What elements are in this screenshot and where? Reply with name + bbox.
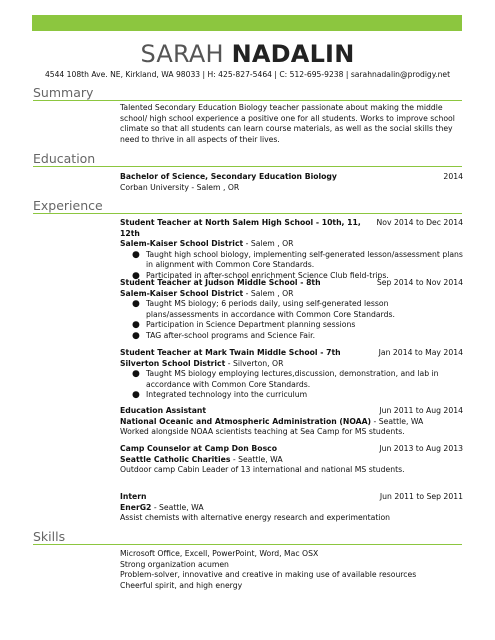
first-name: SARAH — [140, 40, 224, 68]
job-org-line — [120, 455, 463, 466]
job-bullets — [120, 250, 463, 282]
major: , Secondary Education Biology — [205, 172, 337, 181]
job-entry — [120, 444, 463, 476]
skill-item: Strong organization acumen — [120, 559, 229, 569]
job-org-line — [120, 239, 463, 250]
job-title: Student Teacher at North Salem High School - 10th, 11, 12th — [120, 218, 361, 238]
header-accent-bar — [32, 15, 462, 31]
graduation-year: 2014 — [443, 172, 463, 181]
list-item: ● Integrated technology into the curriculum — [132, 390, 308, 401]
bullet-icon: ● — [132, 270, 140, 281]
job-org: Silverton School District — [120, 358, 226, 368]
job-location: - Salem , OR — [243, 288, 294, 298]
job-dates: Jun 2013 to Aug 2013 — [379, 444, 463, 453]
job-description: Outdoor camp Cabin Leader of 13 international and national MS students. — [120, 465, 405, 475]
skills-list — [120, 549, 463, 591]
job-org: Salem-Kaiser School District — [120, 239, 244, 249]
summary-text: Talented Secondary Education Biology teacher passionate about making the middle school/ high school experience a positive one for all students. Works to improve school climate so that all students can learn course materials, as well as the social skills they need to thrive in all aspects of their lives. — [120, 103, 455, 144]
job-bullets — [120, 369, 463, 401]
list-item: ● TAG after-school programs and Science Fair. — [132, 330, 316, 341]
job-entry — [120, 218, 463, 282]
bullet-icon: ● — [132, 330, 140, 341]
job-org: EnerG2 — [120, 502, 152, 512]
skill-item: Problem-solver, innovative and creative in making use of available resources — [120, 570, 417, 580]
job-org-line — [120, 359, 463, 370]
job-dates: Jun 2011 to Aug 2014 — [379, 406, 463, 415]
list-item: ● Taught MS biology employing lectures,discussion, demonstration, and lab in accordance with Common Core Standards. — [132, 369, 439, 389]
job-location: - Salem , OR — [243, 239, 294, 249]
job-dates: Jan 2014 to May 2014 — [378, 348, 463, 357]
job-title: Student Teacher at Judson Middle School - 8th — [120, 278, 321, 287]
bullet-icon: ● — [132, 299, 140, 310]
degree-line — [120, 172, 337, 183]
skill-item: Microsoft Office, Excell, PowerPoint, Word, Mac OSX — [120, 549, 319, 558]
section-divider — [33, 544, 462, 545]
job-org-line — [120, 417, 463, 428]
job-entry — [120, 406, 463, 438]
job-location: - Silverton, OR — [225, 358, 284, 368]
list-item: ● Participated in after-school enrichment Science Club field-trips. — [132, 270, 389, 281]
bullet-icon: ● — [132, 249, 140, 260]
education-entry — [120, 172, 463, 193]
job-location: - Seattle, WA — [151, 502, 204, 512]
bullet-icon: ● — [132, 369, 140, 380]
bullet-icon: ● — [132, 320, 140, 331]
job-org-line — [120, 289, 463, 300]
list-item: ● Participation in Science Department planning sessions — [132, 320, 356, 331]
job-dates: Sep 2014 to Nov 2014 — [376, 278, 463, 287]
last-name: NADALIN — [231, 40, 355, 68]
job-title: Education Assistant — [120, 406, 207, 415]
job-org-line — [120, 503, 463, 514]
bullet-icon: ● — [132, 390, 140, 401]
job-title: Intern — [120, 492, 147, 501]
job-entry — [120, 492, 463, 524]
job-dates: Jun 2011 to Sep 2011 — [379, 492, 463, 501]
section-title-experience: Experience — [33, 198, 103, 213]
job-description: Worked alongside NOAA scientists teaching at Sea Camp for MS students. — [120, 427, 405, 437]
job-entry — [120, 278, 463, 342]
job-entry — [120, 348, 463, 401]
job-dates: Nov 2014 to Dec 2014 — [376, 218, 463, 227]
job-bullets — [120, 299, 463, 341]
job-org: National Oceanic and Atmospheric Administration (NOAA) — [120, 416, 372, 426]
job-title: Camp Counselor at Camp Don Bosco — [120, 444, 277, 453]
degree: Bachelor of Science — [120, 172, 206, 181]
section-title-summary: Summary — [33, 85, 94, 100]
job-org: Salem-Kaiser School District — [120, 288, 244, 298]
job-location: - Seattle, WA — [371, 416, 424, 426]
candidate-name — [0, 40, 495, 68]
list-item: ● Taught high school biology, implementing self-generated lesson/assessment plans in alignment with Common Core Standards. — [132, 249, 463, 270]
section-title-education: Education — [33, 151, 96, 166]
job-title: Student Teacher at Mark Twain Middle School - 7th — [120, 348, 341, 357]
school: Corban University - Salem , OR — [120, 182, 240, 192]
section-title-skills: Skills — [33, 529, 66, 544]
contact-line: 4544 108th Ave. NE, Kirkland, WA 98033 | H: 425-827-5464 | C: 512-695-9238 | sarahnadalin@prodigy.net — [44, 70, 451, 79]
job-description: Assist chemists with alternative energy research and experimentation — [120, 513, 391, 523]
job-location: - Seattle, WA — [230, 454, 283, 464]
job-org: Seattle Catholic Charities — [120, 454, 231, 464]
section-divider — [33, 100, 462, 101]
list-item: ● Taught MS biology; 6 periods daily, using self-generated lesson plans/assessments in accordance with Common Core Standards. — [132, 299, 395, 319]
skill-item: Cheerful spirit, and high energy — [120, 580, 243, 590]
section-divider — [33, 213, 462, 214]
section-divider — [33, 166, 462, 167]
